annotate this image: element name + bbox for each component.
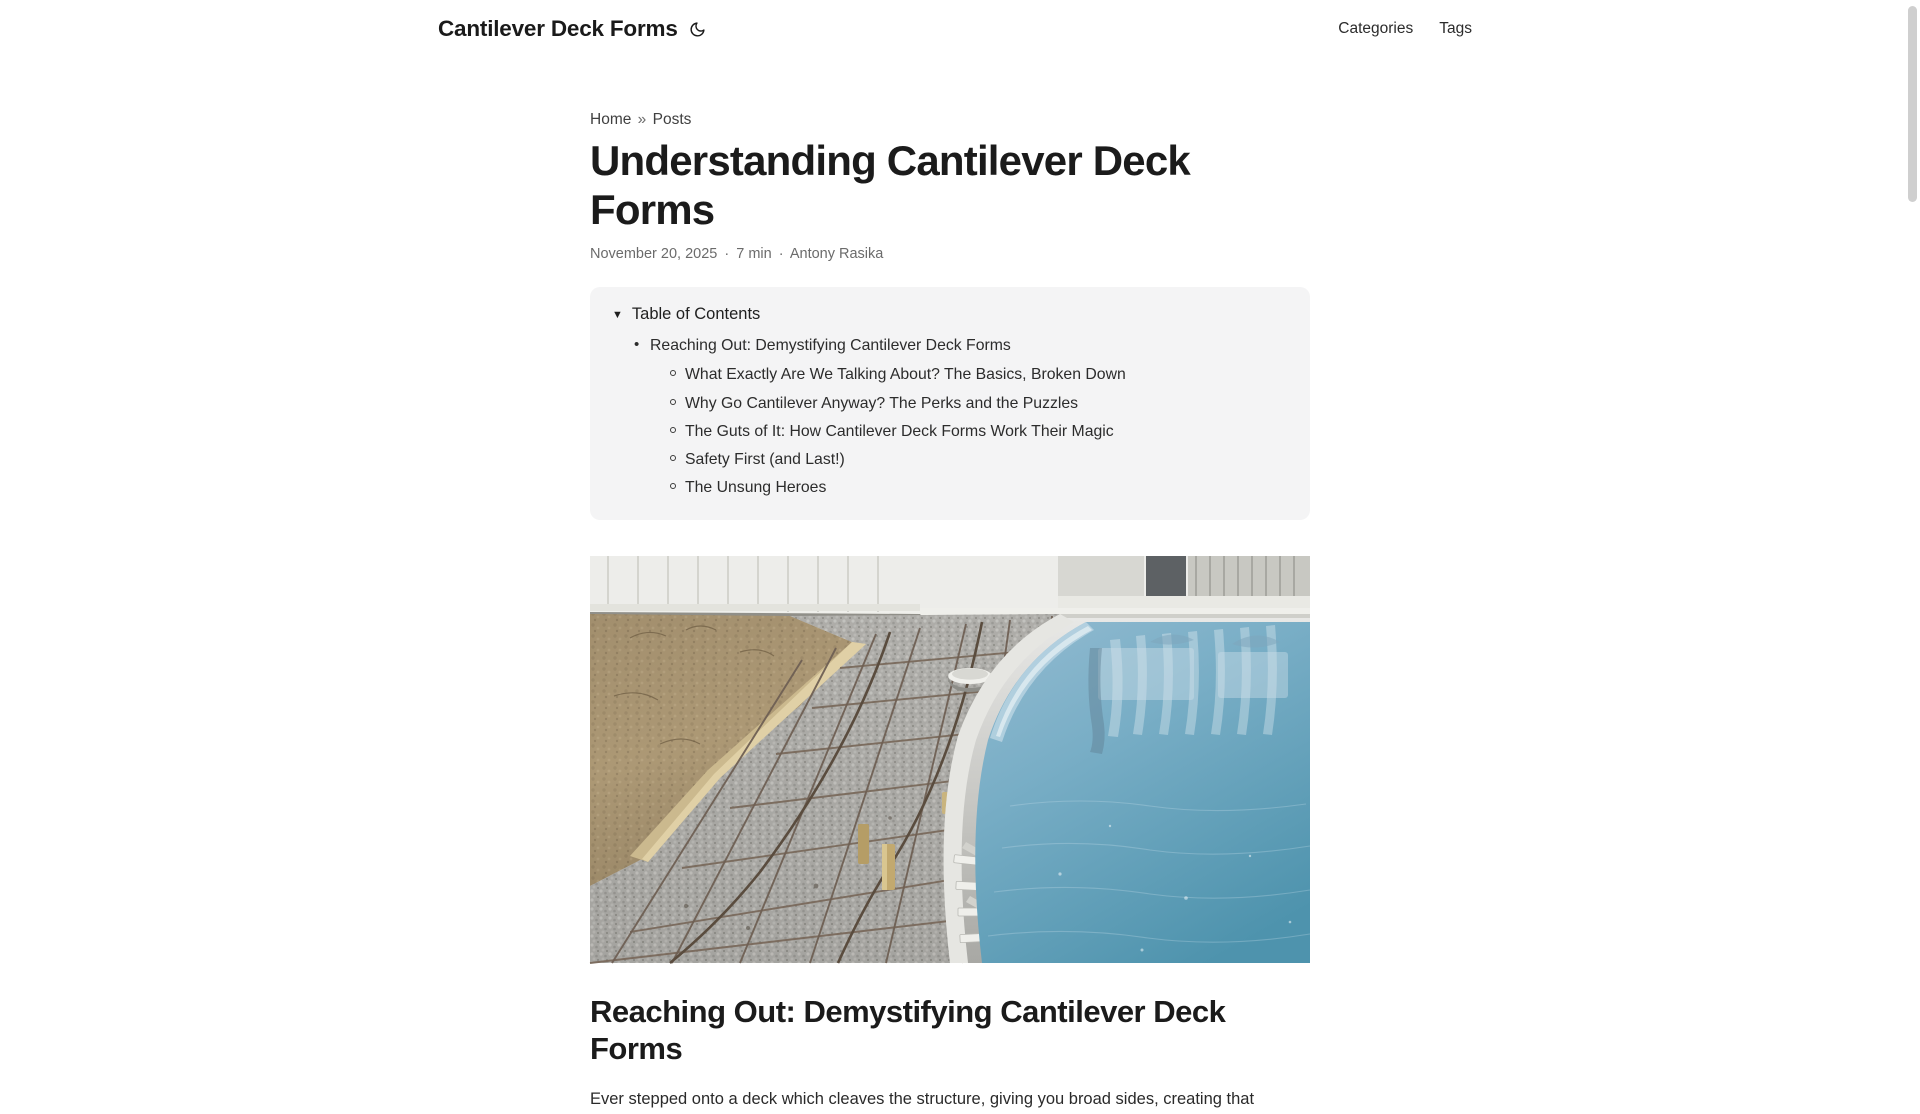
toc-link-safety[interactable]: Safety First (and Last!) bbox=[685, 450, 845, 468]
post-author: Antony Rasika bbox=[789, 245, 884, 262]
toc-label: Table of Contents bbox=[631, 305, 761, 324]
breadcrumb-home[interactable]: Home bbox=[590, 111, 632, 128]
toc-toggle[interactable] bbox=[612, 305, 1288, 324]
bullet-circle-icon bbox=[670, 455, 676, 461]
bullet-circle-icon bbox=[670, 427, 676, 433]
toc-item-level2 bbox=[669, 448, 1288, 472]
header-inner bbox=[0, 15, 1920, 41]
toc-link-perks[interactable]: Why Go Cantilever Anyway? The Perks and the Puzzles bbox=[685, 394, 1079, 412]
scrollbar-thumb[interactable] bbox=[1908, 6, 1917, 202]
page-title: Understanding Cantilever Deck Forms bbox=[590, 137, 1190, 233]
meta-separator-2: · bbox=[778, 245, 784, 262]
toc-sublist bbox=[650, 363, 1288, 499]
main-content bbox=[590, 58, 1310, 1114]
scrollbar-track[interactable] bbox=[1905, 0, 1920, 1080]
post-date: November 20, 2025 bbox=[590, 245, 718, 262]
toc-item-level2 bbox=[669, 420, 1288, 444]
section-heading: Reaching Out: Demystifying Cantilever Deck Forms bbox=[590, 993, 1226, 1067]
toc-list bbox=[612, 334, 1288, 499]
caret-down-icon: ▼ bbox=[612, 309, 623, 322]
toc-item-level1 bbox=[634, 334, 1288, 499]
site-title-link[interactable]: Cantilever Deck Forms bbox=[438, 15, 678, 41]
brand-wrap bbox=[438, 15, 708, 41]
post-reading-time: 7 min bbox=[736, 245, 772, 262]
breadcrumb bbox=[590, 110, 1310, 130]
toc-link-guts[interactable]: The Guts of It: How Cantilever Deck Forms Work Their Magic bbox=[685, 422, 1114, 440]
toc-link-reaching-out[interactable]: Reaching Out: Demystifying Cantilever Deck Forms bbox=[650, 337, 1011, 355]
breadcrumb-posts[interactable]: Posts bbox=[652, 111, 692, 128]
table-of-contents bbox=[590, 287, 1310, 519]
nav-link-tags[interactable]: Tags bbox=[1439, 20, 1472, 38]
hero-image bbox=[590, 556, 1310, 963]
toc-item-level2 bbox=[669, 363, 1288, 387]
pool-construction-illustration bbox=[590, 556, 1310, 963]
nav-link-categories[interactable]: Categories bbox=[1338, 20, 1414, 38]
site-header bbox=[0, 0, 1920, 58]
bullet-disc-icon: • bbox=[634, 336, 640, 354]
bullet-circle-icon bbox=[670, 483, 676, 489]
post-meta bbox=[590, 245, 1310, 264]
main-nav bbox=[1338, 21, 1472, 37]
toc-item-level2 bbox=[669, 392, 1288, 416]
toc-link-unsung-heroes[interactable]: The Unsung Heroes bbox=[685, 479, 827, 497]
bullet-circle-icon bbox=[670, 399, 676, 405]
bullet-circle-icon bbox=[670, 370, 676, 376]
toc-item-level2 bbox=[669, 476, 1288, 500]
toc-link-basics[interactable]: What Exactly Are We Talking About? The Basics, Broken Down bbox=[685, 366, 1126, 384]
article-first-paragraph: Ever stepped onto a deck which cleaves the structure, giving you broad sides, creating that bbox=[590, 1090, 1255, 1109]
meta-separator-1: · bbox=[724, 245, 730, 262]
moon-icon[interactable] bbox=[688, 20, 708, 40]
breadcrumb-separator: » bbox=[637, 111, 647, 128]
